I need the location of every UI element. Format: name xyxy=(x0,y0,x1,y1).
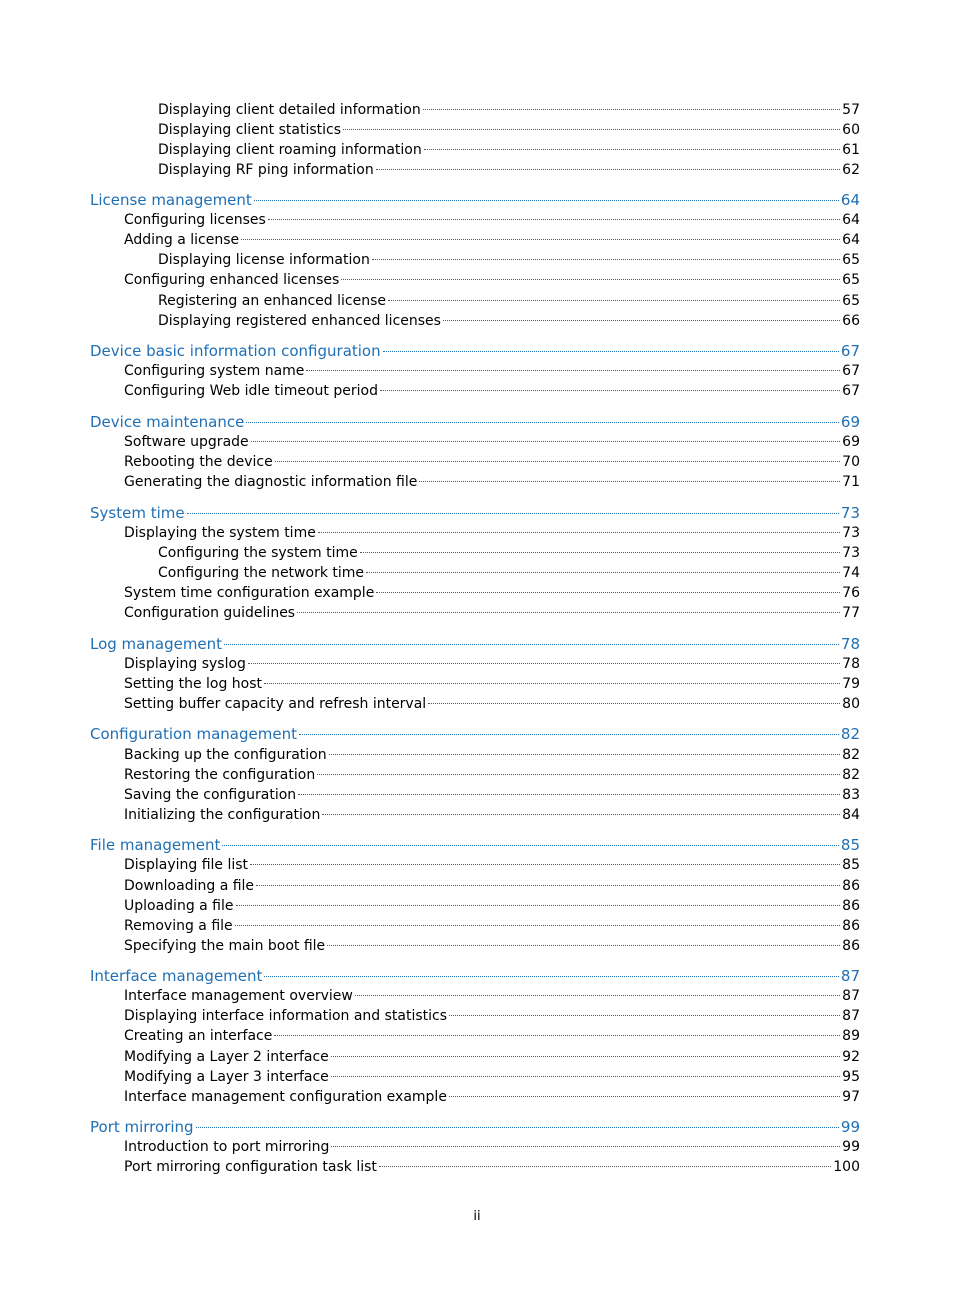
toc-entry-page: 66 xyxy=(842,313,860,329)
toc-entry[interactable] xyxy=(0,100,954,120)
dot-leader xyxy=(424,149,840,150)
toc-entry-page: 100 xyxy=(833,1159,860,1175)
dot-leader xyxy=(380,390,840,391)
toc-entry-page: 65 xyxy=(842,293,860,309)
toc-entry-title: Displaying file list xyxy=(124,857,249,873)
toc-entry-page: 97 xyxy=(842,1089,860,1105)
toc-entry-page: 67 xyxy=(842,383,860,399)
dot-leader xyxy=(317,774,840,775)
toc-entry-title: Displaying client detailed information xyxy=(158,102,421,118)
dot-leader xyxy=(341,279,840,280)
toc-chapter-entry[interactable] xyxy=(0,724,954,744)
dot-leader xyxy=(246,422,839,423)
toc-entry-title: Log management xyxy=(90,635,223,653)
dot-leader xyxy=(355,995,840,996)
toc-chapter-entry[interactable] xyxy=(0,966,954,986)
toc-entry[interactable] xyxy=(0,694,954,714)
dot-leader xyxy=(306,370,840,371)
dot-leader xyxy=(196,1127,839,1128)
toc-entry-page: 87 xyxy=(842,988,860,1004)
dot-leader xyxy=(379,1166,831,1167)
toc-entry[interactable] xyxy=(0,472,954,492)
toc-entry[interactable] xyxy=(0,1157,954,1177)
toc-entry-title: File management xyxy=(90,836,221,854)
toc-entry-title: Creating an interface xyxy=(124,1028,273,1044)
toc-entry-title: Introduction to port mirroring xyxy=(124,1139,330,1155)
dot-leader xyxy=(298,794,840,795)
toc-chapter-entry[interactable] xyxy=(0,190,954,210)
page-number: ii xyxy=(473,1209,481,1224)
toc-entry-title: Displaying interface information and statistics xyxy=(124,1008,448,1024)
toc-entry-title: Registering an enhanced license xyxy=(158,293,386,309)
toc-entry-title: Saving the configuration xyxy=(124,787,297,803)
toc-entry[interactable] xyxy=(0,270,954,290)
toc-entry-page: 74 xyxy=(842,565,860,581)
toc-entry-title: Interface management configuration example xyxy=(124,1089,447,1105)
toc-entry[interactable] xyxy=(0,805,954,825)
toc-entry-page: 99 xyxy=(842,1139,860,1155)
toc-entry[interactable] xyxy=(0,1047,954,1067)
toc-chapter-entry[interactable] xyxy=(0,634,954,654)
toc-entry[interactable] xyxy=(0,916,954,936)
toc-entry-title: Displaying license information xyxy=(158,252,370,268)
toc-entry-page: 85 xyxy=(842,857,860,873)
toc-entry-page: 73 xyxy=(842,525,860,541)
dot-leader xyxy=(366,572,840,573)
toc-entry[interactable] xyxy=(0,674,954,694)
toc-entry-page: 86 xyxy=(842,938,860,954)
dot-leader xyxy=(360,552,840,553)
toc-entry-title: Displaying syslog xyxy=(124,656,246,672)
dot-leader xyxy=(331,1076,840,1077)
toc-entry-title: Setting buffer capacity and refresh interval xyxy=(124,696,427,712)
toc-entry-page: 82 xyxy=(840,725,860,743)
dot-leader xyxy=(419,481,840,482)
toc-entry[interactable] xyxy=(0,855,954,875)
toc-entry-title: Initializing the configuration xyxy=(124,807,321,823)
toc-entry-page: 71 xyxy=(842,474,860,490)
dot-leader xyxy=(388,300,840,301)
toc-entry-page: 64 xyxy=(840,191,860,209)
dot-leader xyxy=(331,1056,840,1057)
dot-leader xyxy=(331,1146,840,1147)
toc-entry[interactable] xyxy=(0,603,954,623)
toc-entry-page: 57 xyxy=(842,102,860,118)
toc-entry-page: 86 xyxy=(842,918,860,934)
toc-entry-title: Restoring the configuration xyxy=(124,767,316,783)
dot-leader xyxy=(250,864,840,865)
toc-entry[interactable] xyxy=(0,1067,954,1087)
dot-leader xyxy=(241,239,840,240)
toc-entry-page: 78 xyxy=(840,635,860,653)
toc-entry[interactable] xyxy=(0,563,954,583)
toc-entry-page: 60 xyxy=(842,122,860,138)
dot-leader xyxy=(372,259,840,260)
dot-leader xyxy=(376,169,840,170)
toc-entry-page: 89 xyxy=(842,1028,860,1044)
toc-entry[interactable] xyxy=(0,432,954,452)
dot-leader xyxy=(275,461,840,462)
toc-entry-title: Interface management overview xyxy=(124,988,353,1004)
toc-entry-page: 65 xyxy=(842,252,860,268)
toc-entry-page: 82 xyxy=(842,767,860,783)
toc-entry[interactable] xyxy=(0,1026,954,1046)
toc-entry-page: 87 xyxy=(840,967,860,985)
toc-entry-page: 67 xyxy=(842,363,860,379)
toc-entry-title: Backing up the configuration xyxy=(124,747,327,763)
toc-chapter-entry[interactable] xyxy=(0,341,954,361)
dot-leader xyxy=(318,532,840,533)
dot-leader xyxy=(187,513,839,514)
toc-entry-title: Displaying registered enhanced licenses xyxy=(158,313,441,329)
toc-entry[interactable] xyxy=(0,291,954,311)
toc-entry[interactable] xyxy=(0,936,954,956)
toc-entry-page: 99 xyxy=(840,1118,860,1136)
toc-entry[interactable] xyxy=(0,583,954,603)
toc-entry-title: Modifying a Layer 2 interface xyxy=(124,1049,329,1065)
toc-entry-title: Setting the log host xyxy=(124,676,263,692)
toc-entry-page: 62 xyxy=(842,162,860,178)
toc-chapter-entry[interactable] xyxy=(0,835,954,855)
toc-entry-page: 86 xyxy=(842,878,860,894)
dot-leader xyxy=(264,976,839,977)
toc-entry-title: Modifying a Layer 3 interface xyxy=(124,1069,329,1085)
toc-entry[interactable] xyxy=(0,210,954,230)
toc-entry-title: Configuring the system time xyxy=(158,545,358,561)
toc-entry-title: Configuring enhanced licenses xyxy=(124,272,340,288)
toc-chapter-entry[interactable] xyxy=(0,1117,954,1137)
toc-entry-title: Configuring system name xyxy=(124,363,305,379)
toc-entry-title: Displaying RF ping information xyxy=(158,162,374,178)
toc-entry-page: 76 xyxy=(842,585,860,601)
toc-entry-title: Displaying the system time xyxy=(124,525,316,541)
toc-entry-title: Port mirroring xyxy=(90,1118,194,1136)
toc-entry[interactable] xyxy=(0,1087,954,1107)
toc-entry-page: 84 xyxy=(842,807,860,823)
toc-entry-title: Rebooting the device xyxy=(124,454,273,470)
toc-entry-page: 61 xyxy=(842,142,860,158)
dot-leader xyxy=(236,905,841,906)
dot-leader xyxy=(428,703,840,704)
toc-entry[interactable] xyxy=(0,986,954,1006)
dot-leader xyxy=(423,109,840,110)
toc-entry-page: 65 xyxy=(842,272,860,288)
dot-leader xyxy=(248,663,840,664)
dot-leader xyxy=(222,845,839,846)
toc-entry-title: License management xyxy=(90,191,252,209)
toc-entry[interactable] xyxy=(0,765,954,785)
toc-entry-title: Downloading a file xyxy=(124,878,255,894)
dot-leader xyxy=(449,1096,840,1097)
toc-entry-title: Uploading a file xyxy=(124,898,234,914)
toc-entry-title: Configuration guidelines xyxy=(124,605,296,621)
toc-entry[interactable] xyxy=(0,876,954,896)
toc-entry-title: Displaying client roaming information xyxy=(158,142,422,158)
toc-entry[interactable] xyxy=(0,654,954,674)
toc-entry[interactable] xyxy=(0,543,954,563)
toc-entry-title: Removing a file xyxy=(124,918,233,934)
toc-entry-page: 73 xyxy=(842,545,860,561)
toc-entry-title: Generating the diagnostic information file xyxy=(124,474,418,490)
toc-entry-page: 78 xyxy=(842,656,860,672)
toc-entry-page: 69 xyxy=(840,413,860,431)
toc-entry-title: Displaying client statistics xyxy=(158,122,342,138)
toc-entry[interactable] xyxy=(0,785,954,805)
toc-chapter-entry[interactable] xyxy=(0,503,954,523)
dot-leader xyxy=(329,754,841,755)
toc-entry-page: 67 xyxy=(840,342,860,360)
dot-leader xyxy=(376,592,840,593)
toc-entry[interactable] xyxy=(0,381,954,401)
dot-leader xyxy=(297,612,840,613)
dot-leader xyxy=(235,925,841,926)
toc-entry-title: Adding a license xyxy=(124,232,240,248)
toc-entry[interactable] xyxy=(0,896,954,916)
toc-entry-page: 64 xyxy=(842,232,860,248)
toc-entry-title: Configuring the network time xyxy=(158,565,365,581)
toc-entry-page: 64 xyxy=(842,212,860,228)
toc-entry[interactable] xyxy=(0,140,954,160)
toc-entry-page: 86 xyxy=(842,898,860,914)
toc-entry-title: Configuring licenses xyxy=(124,212,266,228)
toc-entry-page: 73 xyxy=(840,504,860,522)
toc-entry[interactable] xyxy=(0,230,954,250)
dot-leader xyxy=(449,1015,840,1016)
toc-entry-title: Port mirroring configuration task list xyxy=(124,1159,377,1175)
dot-leader xyxy=(383,351,839,352)
toc-entry-page: 77 xyxy=(842,605,860,621)
toc-entry-page: 85 xyxy=(840,836,860,854)
toc-entry-page: 95 xyxy=(842,1069,860,1085)
dot-leader xyxy=(274,1035,840,1036)
toc-entry-page: 87 xyxy=(842,1008,860,1024)
dot-leader xyxy=(327,945,840,946)
dot-leader xyxy=(299,734,839,735)
toc-entry-title: System time xyxy=(90,504,185,522)
toc-entry-title: System time configuration example xyxy=(124,585,375,601)
dot-leader xyxy=(322,814,840,815)
toc-entry[interactable] xyxy=(0,1137,954,1157)
toc-entry[interactable] xyxy=(0,361,954,381)
toc-entry-page: 79 xyxy=(842,676,860,692)
dot-leader xyxy=(254,200,839,201)
toc-entry[interactable] xyxy=(0,250,954,270)
toc-entry-title: Specifying the main boot file xyxy=(124,938,326,954)
toc-entry-page: 80 xyxy=(842,696,860,712)
toc-entry[interactable] xyxy=(0,523,954,543)
toc-entry-page: 82 xyxy=(842,747,860,763)
dot-leader xyxy=(343,129,840,130)
toc-entry-page: 92 xyxy=(842,1049,860,1065)
dot-leader xyxy=(251,441,841,442)
toc-entry-page: 69 xyxy=(842,434,860,450)
toc-entry-title: Device basic information configuration xyxy=(90,342,381,360)
dot-leader xyxy=(268,219,840,220)
toc-entry[interactable] xyxy=(0,311,954,331)
toc-chapter-entry[interactable] xyxy=(0,412,954,432)
toc-entry-title: Device maintenance xyxy=(90,413,245,431)
toc-entry-page: 70 xyxy=(842,454,860,470)
dot-leader xyxy=(224,644,839,645)
toc-entry-title: Software upgrade xyxy=(124,434,249,450)
toc-entry[interactable] xyxy=(0,120,954,140)
dot-leader xyxy=(264,683,840,684)
toc-entry-title: Configuration management xyxy=(90,725,297,743)
dot-leader xyxy=(443,320,840,321)
toc-entry-title: Interface management xyxy=(90,967,263,985)
toc-entry[interactable] xyxy=(0,1006,954,1026)
toc-entry[interactable] xyxy=(0,745,954,765)
toc-entry[interactable] xyxy=(0,160,954,180)
dot-leader xyxy=(256,885,840,886)
toc-entry-page: 83 xyxy=(842,787,860,803)
toc-entry[interactable] xyxy=(0,452,954,472)
toc-entry-title: Configuring Web idle timeout period xyxy=(124,383,378,399)
